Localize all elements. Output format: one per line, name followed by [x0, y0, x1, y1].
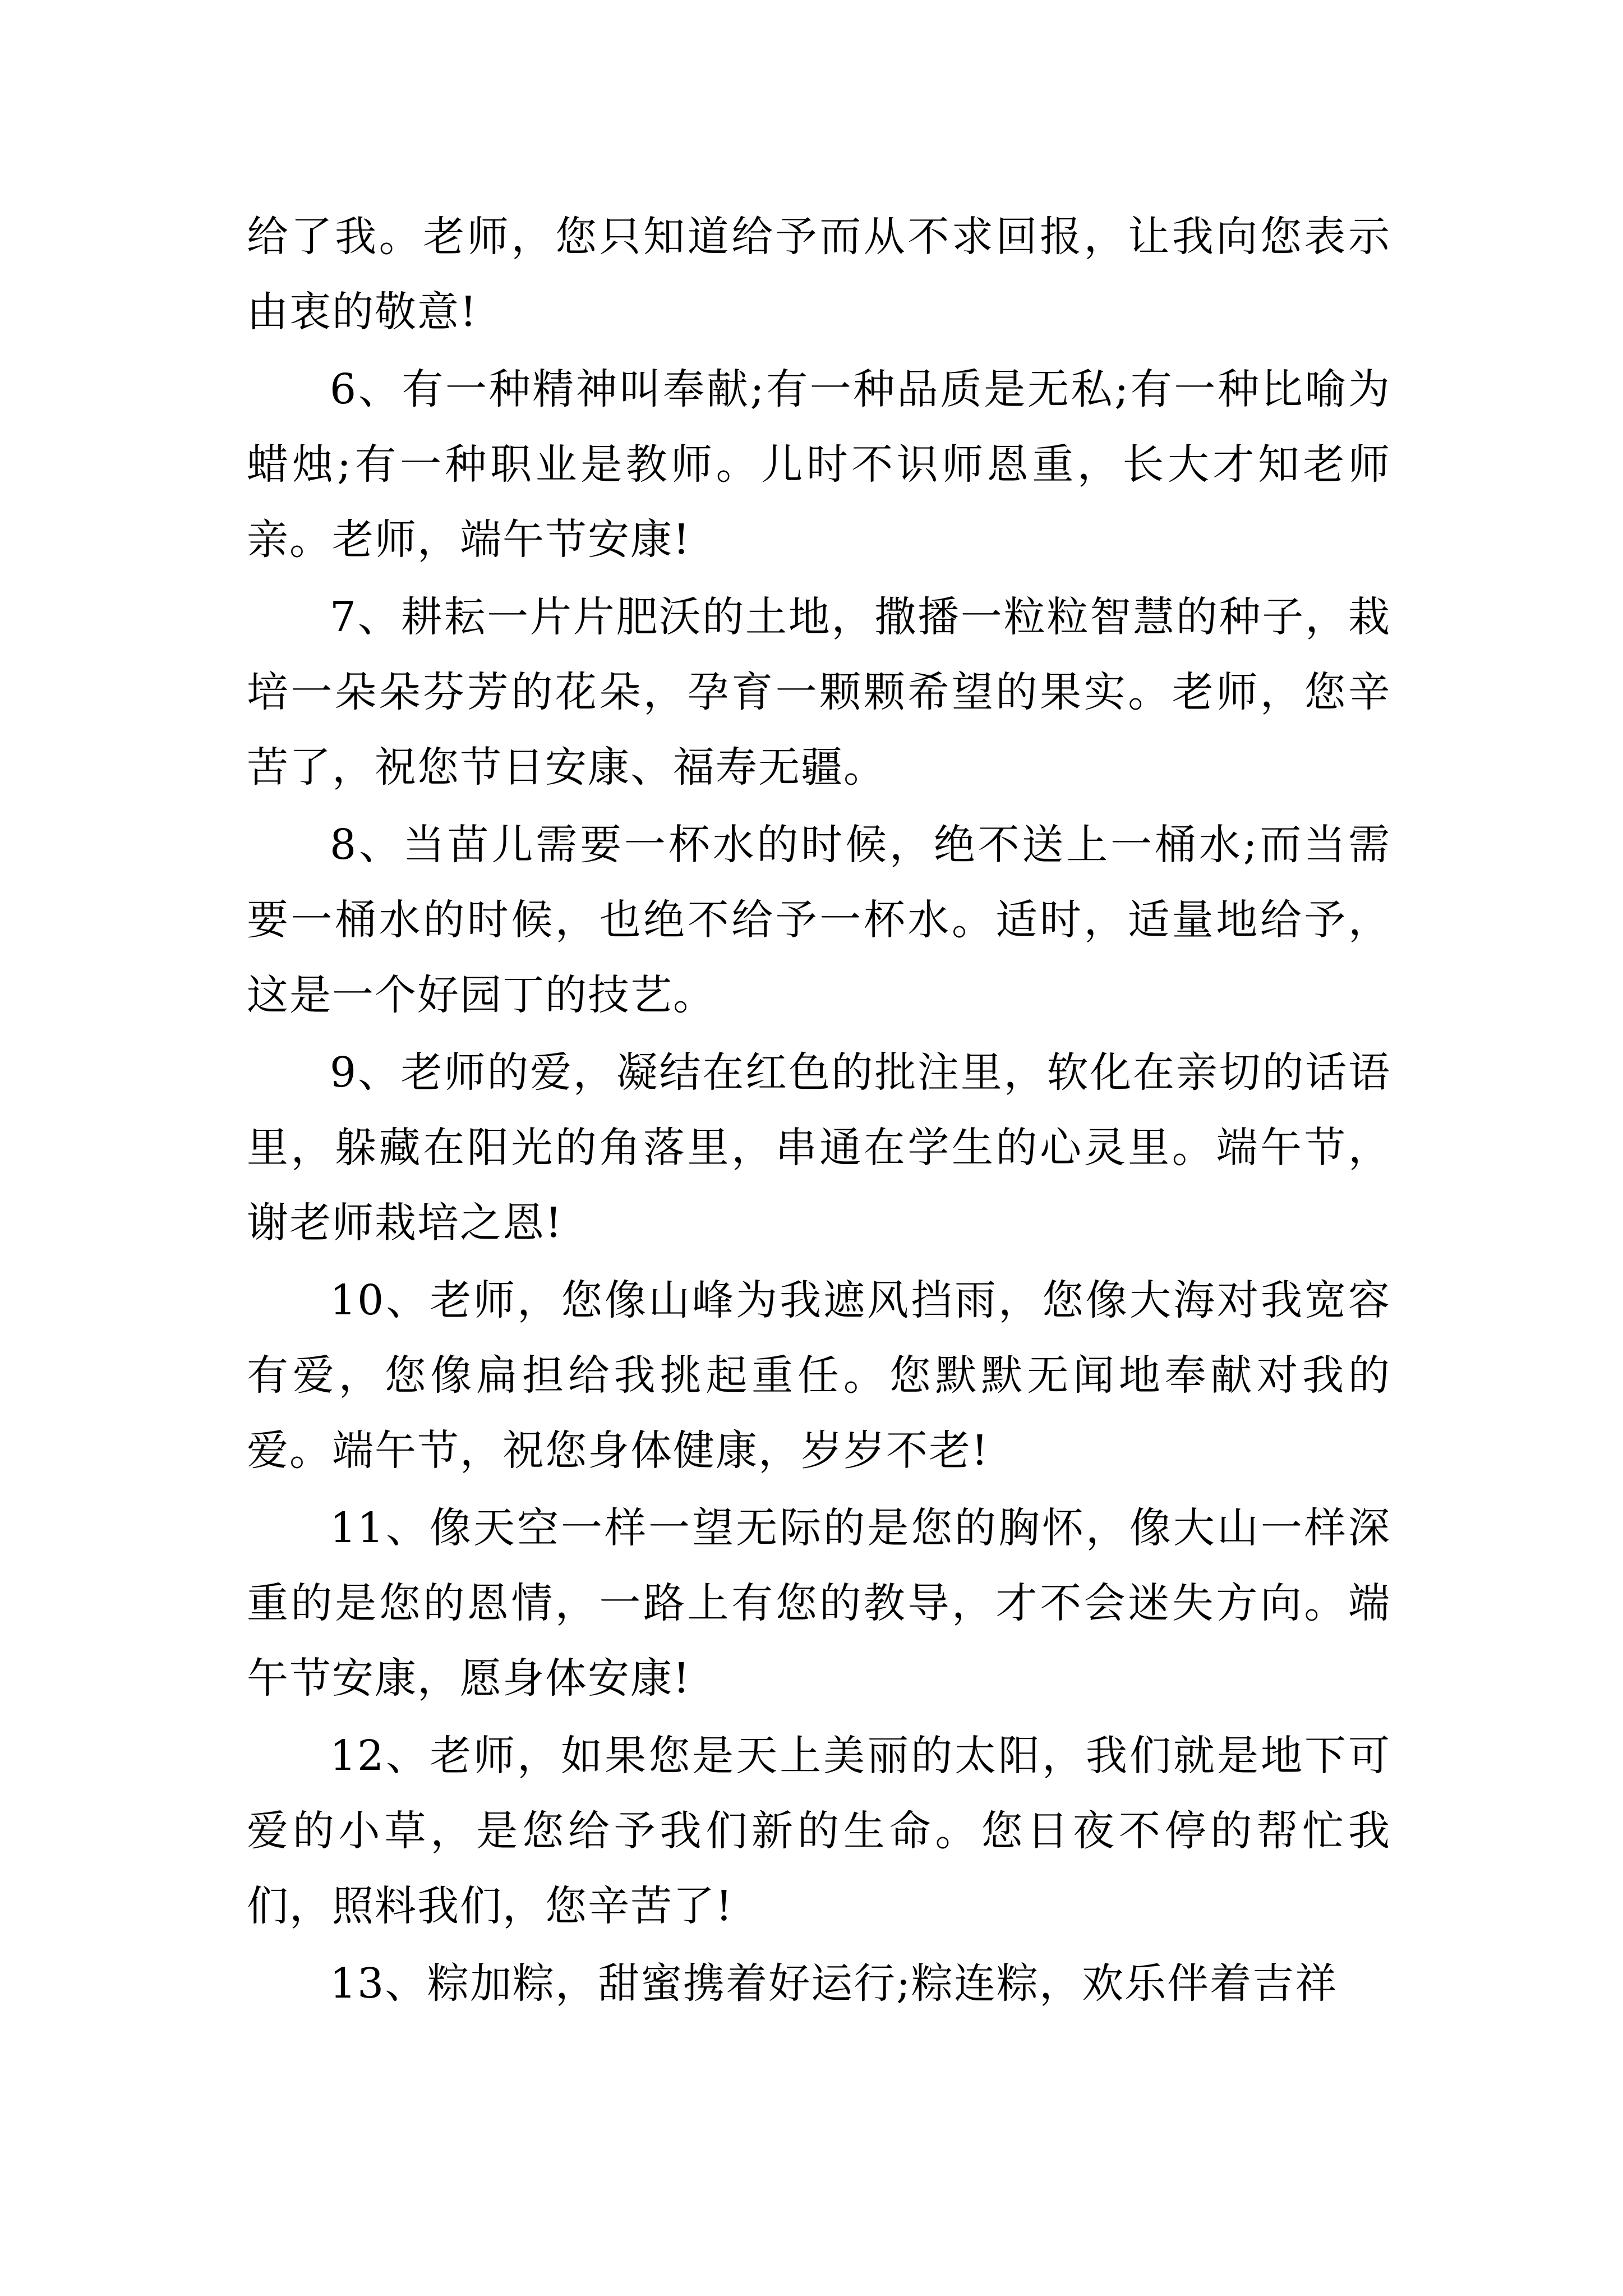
- document-body: [247, 199, 1391, 2023]
- paragraph-10: 10、老师，您像山峰为我遮风挡雨，您像大海对我宽容有爱，您像扁担给我挑起重任。您默默无闻地奉献对我的爱。端午节，祝您身体健康，岁岁不老!: [247, 1276, 1391, 1475]
- paragraph-7: 7、耕耘一片片肥沃的土地，撒播一粒粒智慧的种子，栽培一朵朵芬芳的花朵，孕育一颗颗希望的果实。老师，您辛苦了，祝您节日安康、福寿无疆。: [247, 593, 1391, 792]
- paragraph-6: 6、有一种精神叫奉献;有一种品质是无私;有一种比喻为蜡烛;有一种职业是教师。儿时不识师恩重，长大才知老师亲。老师，端午节安康!: [247, 365, 1391, 564]
- paragraph-9: 9、老师的爱，凝结在红色的批注里，软化在亲切的话语里，躲藏在阳光的角落里，串通在学生的心灵里。端午节，谢老师栽培之恩!: [247, 1048, 1391, 1247]
- paragraph-8: 8、当苗儿需要一杯水的时候，绝不送上一桶水;而当需要一桶水的时候，也绝不给予一杯水。适时，适量地给予，这是一个好园丁的技艺。: [247, 821, 1391, 1019]
- paragraph-continuation: 给了我。老师，您只知道给予而从不求回报，让我向您表示由衷的敬意!: [247, 213, 1391, 336]
- paragraph-13: 13、粽加粽，甜蜜携着好运行;粽连粽，欢乐伴着吉祥: [330, 1959, 1338, 2008]
- paragraph-12: 12、老师，如果您是天上美丽的太阳，我们就是地下可爱的小草，是您给予我们新的生命。您日夜不停的帮忙我们，照料我们，您辛苦了!: [247, 1732, 1391, 1930]
- paragraph-11: 11、像天空一样一望无际的是您的胸怀，像大山一样深重的是您的恩情，一路上有您的教导，才不会迷失方向。端午节安康，愿身体安康!: [247, 1504, 1391, 1703]
